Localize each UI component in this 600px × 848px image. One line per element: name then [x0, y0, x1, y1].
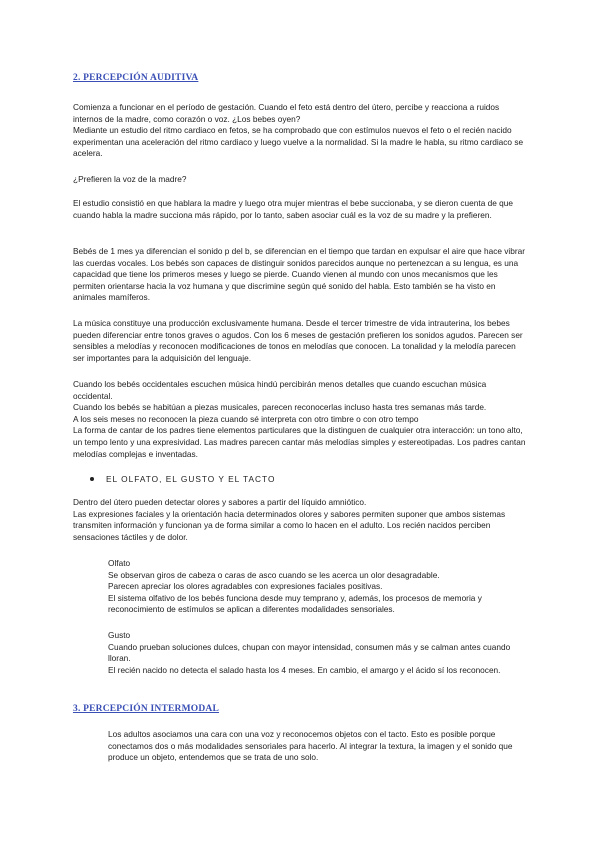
olfato-item-2: Parecen apreciar los olores agradables con expresiones faciales positivas. [108, 581, 383, 592]
section-2-musica-details [73, 379, 528, 460]
section-2-intro [73, 102, 528, 160]
olfato-title: Olfato [108, 558, 131, 568]
section-3-heading: 3. PERCEPCIÓN INTERMODAL [73, 704, 219, 714]
bullet-dot-icon [90, 477, 94, 481]
gusto-item-2: El recién nacido no detecta el salado hasta los 4 meses. En cambio, el amargo y el ácido sí los reconocen. [108, 664, 501, 675]
paragraph-forma-cantar: La forma de cantar de los padres tiene elementos particulares que la distinguen de cualquier otra interacción: un tono alto, un tempo lento y una expresividad. Las madres parecen cantar más melodías simples y estereotipadas. Los padres cantan melodías complejas e inventadas. [73, 425, 526, 459]
gusto-item-1: Cuando prueban soluciones dulces, chupan con mayor intensidad, consumen más y se calman antes cuando lloran. [108, 641, 511, 664]
bullet-label: EL OLFATO, EL GUSTO Y EL TACTO [106, 474, 276, 484]
paragraph-musica-hindu: Cuando los bebés occidentales escuchen música hindú percibirán menos detalles que cuando escuchan música occidental. [73, 379, 487, 401]
question-voz-madre: ¿Prefieren la voz de la madre? [73, 174, 187, 184]
olfato-item-1: Se observan giros de cabeza o caras de asco cuando se les acerca un olor desagradable. [108, 569, 440, 580]
paragraph-liquido-amniotico: Dentro del útero pueden detectar olores y sabores a partir del líquido amniótico. [73, 497, 367, 507]
paragraph-seis-meses: A los seis meses no reconocen la pieza cuando sé interpreta con otro timbre o con otro tempo [73, 413, 419, 424]
bullet-olfato-gusto-tacto [90, 474, 275, 484]
olfato-gusto-intro [73, 497, 528, 543]
paragraph-intermodal: Los adultos asociamos una cara con una voz y reconocemos objetos con el tacto. Esto es posible porque conectamos dos o más modalidades sensoriales para hacerlo. Al integrar la textura, la imagen y el sonido que produce un objeto, entendemos que se trata de uno solo. [108, 729, 513, 763]
paragraph-ritmo-cardiaco: Mediante un estudio del ritmo cardiaco en fetos, se ha comprobado que con estímulos nuevos el feto o el recién nacido experimentan una aceleración del ritmo cardiaco y luego vuelve a la normalidad. Si la madre le habla, su ritmo cardiaco se acelera. [73, 125, 524, 159]
section-2-heading: 2. PERCEPCIÓN AUDITIVA [73, 73, 199, 83]
paragraph-estudio-succion: El estudio consistió en que hablara la madre y luego otra mujer mientras el bebe succionaba, y se dieron cuenta de que cuando habla la madre succiona más rápido, por lo tanto, saben asociar cuál es la voz de su madre y la prefieren. [73, 198, 514, 220]
paragraph-expresiones-faciales: Las expresiones faciales y la orientación hacia determinados olores y sabores permiten suponer que ambos sistemas transmiten información y funcionan ya de forma similar a como lo hacen en el adulto. Los recién nacidos perciben sensaciones táctiles y de dolor. [73, 508, 506, 542]
paragraph-habituacion: Cuando los bebés se habitúan a piezas musicales, parecen reconocerlas incluso hasta tres semanas más tarde. [73, 402, 487, 413]
paragraph-musica: La música constituye una producción exclusivamente humana. Desde el tercer trimestre de vida intrauterina, los bebes pueden diferenciar entre tonos graves o agudos. Con los 6 meses de gestación prefieren los sonidos agudos. Parecen ser sensibles a melodías y reconocen modificaciones de tonos en melodías que conocen. La tonalidad y la melodía parecen ser importantes para la adquisición del lenguaje. [73, 318, 523, 363]
paragraph-bebes-un-mes: Bebés de 1 mes ya diferencian el sonido p del b, se diferencian en el tiempo que tardan en expulsar el aire que hace vibrar las cuerdas vocales. Los bebés son capaces de distinguir sonidos parecidos aunque no pertenezcan a su lengua, es una capacidad que tiene los primeros meses y luego se pierde. Cuando vienen al mundo con unos mecanismos que les permiten orientarse hacia la voz humana y que discrimine según qué sonido del habla. Esto también se ha visto en animales mamíferos. [73, 246, 526, 303]
paragraph-oido-fetal: Comienza a funcionar en el período de gestación. Cuando el feto está dentro del útero, percibe y reacciona a ruidos internos de la madre, como corazón o voz. ¿Los bebes oyen? [73, 102, 500, 124]
olfato-item-3: El sistema olfativo de los bebés funciona desde muy temprano y, además, los procesos de memoria y reconocimiento de estímulos se aplican a diferentes modalidades sensoriales. [108, 592, 482, 615]
gusto-title: Gusto [108, 630, 131, 640]
gusto-block [108, 630, 528, 676]
olfato-block [108, 558, 528, 616]
